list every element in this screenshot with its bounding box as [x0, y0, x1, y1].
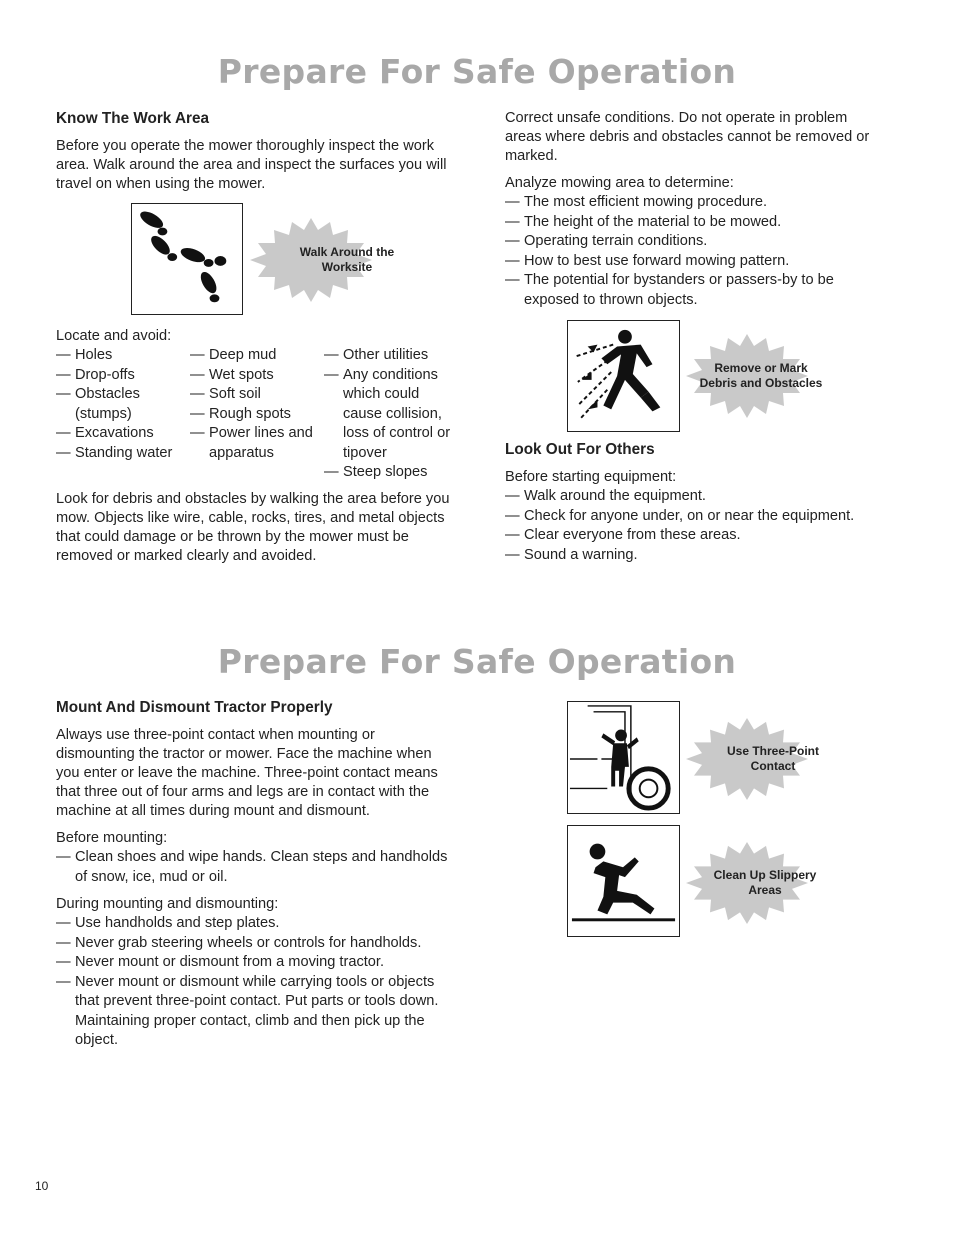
- list-item: — Holes: [56, 346, 190, 366]
- section-heading: Look Out For Others: [505, 441, 655, 458]
- list-item: — Rough spots: [190, 405, 324, 425]
- list-item: — Power lines and apparatus: [190, 424, 319, 463]
- list-item: — Standing water: [56, 444, 190, 464]
- list-item: — Drop-offs: [56, 366, 190, 386]
- section-heading: Know The Work Area: [56, 110, 209, 127]
- page-number: 10: [35, 1179, 49, 1193]
- page-title: Prepare For Safe Operation: [217, 52, 737, 91]
- locate-label: Locate and avoid:: [56, 328, 172, 344]
- slippery-callout-text: Clean Up Slippery Areas: [713, 868, 817, 897]
- left-column: [56, 109, 456, 202]
- mount-column: [56, 698, 452, 1059]
- paragraph: Look for debris and obstacles by walking the area before you mow. Objects like wire, cable, rocks, tires, and metal objects that could damage or be thrown by the mower must be removed or marked clearly and avoided.: [56, 491, 450, 564]
- paragraph: Correct unsafe conditions. Do not operate in problem areas where debris and obstacles cannot be removed or marked.: [505, 110, 870, 164]
- list-item: — The potential for bystanders or passers-by to be exposed to thrown objects.: [505, 271, 885, 310]
- three-point-callout-badge: [684, 716, 819, 802]
- list-item: — Steep slopes: [324, 463, 454, 483]
- list-item: — Sound a warning.: [505, 546, 895, 566]
- list-item: — How to best use forward mowing pattern.: [505, 252, 885, 272]
- page-title: Prepare For Safe Operation: [217, 642, 737, 681]
- slippery-callout-badge: [684, 840, 817, 926]
- others-label: Before starting equipment:: [505, 469, 677, 485]
- list-item: — Check for anyone under, on or near the equipment.: [505, 507, 895, 527]
- locate-list-2: [190, 346, 324, 483]
- thrown-objects-icon: [567, 320, 680, 432]
- debris-callout-badge: [684, 332, 823, 420]
- paragraph: Before you operate the mower thoroughly inspect the work area. Walk around the area and inspect the surfaces you will travel on when using the mower.: [56, 138, 447, 192]
- list-item: — Excavations: [56, 424, 190, 444]
- debris-block: [56, 490, 452, 574]
- list-item: — Other utilities: [324, 346, 454, 366]
- others-list: [505, 487, 895, 565]
- list-item: — Deep mud: [190, 346, 324, 366]
- during-list: [56, 914, 452, 1051]
- before-list: [56, 848, 452, 887]
- list-item: — Wet spots: [190, 366, 324, 386]
- walk-callout-badge: [248, 216, 395, 304]
- three-point-callout-text: Use Three-Point Contact: [726, 744, 819, 773]
- look-out-block: [505, 440, 895, 573]
- list-item: — Any conditions which could cause collision, loss of control or tipover: [324, 366, 453, 464]
- slipping-person-icon: [567, 825, 680, 937]
- locate-list-1: [56, 346, 190, 483]
- list-item: — Never mount or dismount while carrying tools or objects that prevent three-point contact. Put parts or tools down. Maintaining proper contact, climb and then pick up the object.: [56, 973, 452, 1051]
- analyze-label: Analyze mowing area to determine:: [505, 175, 734, 191]
- list-item: — Never grab steering wheels or controls for handholds.: [56, 934, 452, 954]
- footprints-icon: [131, 203, 243, 315]
- tractor-mount-icon: [567, 701, 680, 814]
- list-item: — Walk around the equipment.: [505, 487, 895, 507]
- list-item: — Clear everyone from these areas.: [505, 526, 895, 546]
- list-item: — Clean shoes and wipe hands. Clean steps and handholds of snow, ice, mud or oil.: [56, 848, 452, 887]
- list-item: — Obstacles (stumps): [56, 385, 160, 424]
- list-item: — Never mount or dismount from a moving tractor.: [56, 953, 452, 973]
- list-item: — The most efficient mowing procedure.: [505, 193, 885, 213]
- list-item: — Soft soil: [190, 385, 324, 405]
- locate-block: [56, 327, 456, 483]
- list-item: — The height of the material to be mowed.: [505, 213, 885, 233]
- right-column: [505, 109, 885, 318]
- debris-callout-text: Remove or Mark Debris and Obstacles: [699, 361, 823, 390]
- locate-list-3: [324, 346, 454, 483]
- before-label: Before mounting:: [56, 830, 168, 846]
- section-heading: Mount And Dismount Tractor Properly: [56, 699, 333, 716]
- during-label: During mounting and dismounting:: [56, 896, 279, 912]
- walk-callout-text: Walk Around the Worksite: [299, 245, 395, 274]
- list-item: — Operating terrain conditions.: [505, 232, 885, 252]
- analyze-list: [505, 193, 885, 310]
- list-item: — Use handholds and step plates.: [56, 914, 452, 934]
- paragraph: Always use three-point contact when mounting or dismounting the tractor or mower. Face the machine when you enter or leave the machine. Three-point contact means that three out of four arms and legs are in contact with the machine at all times during mount and dismount.: [56, 727, 438, 819]
